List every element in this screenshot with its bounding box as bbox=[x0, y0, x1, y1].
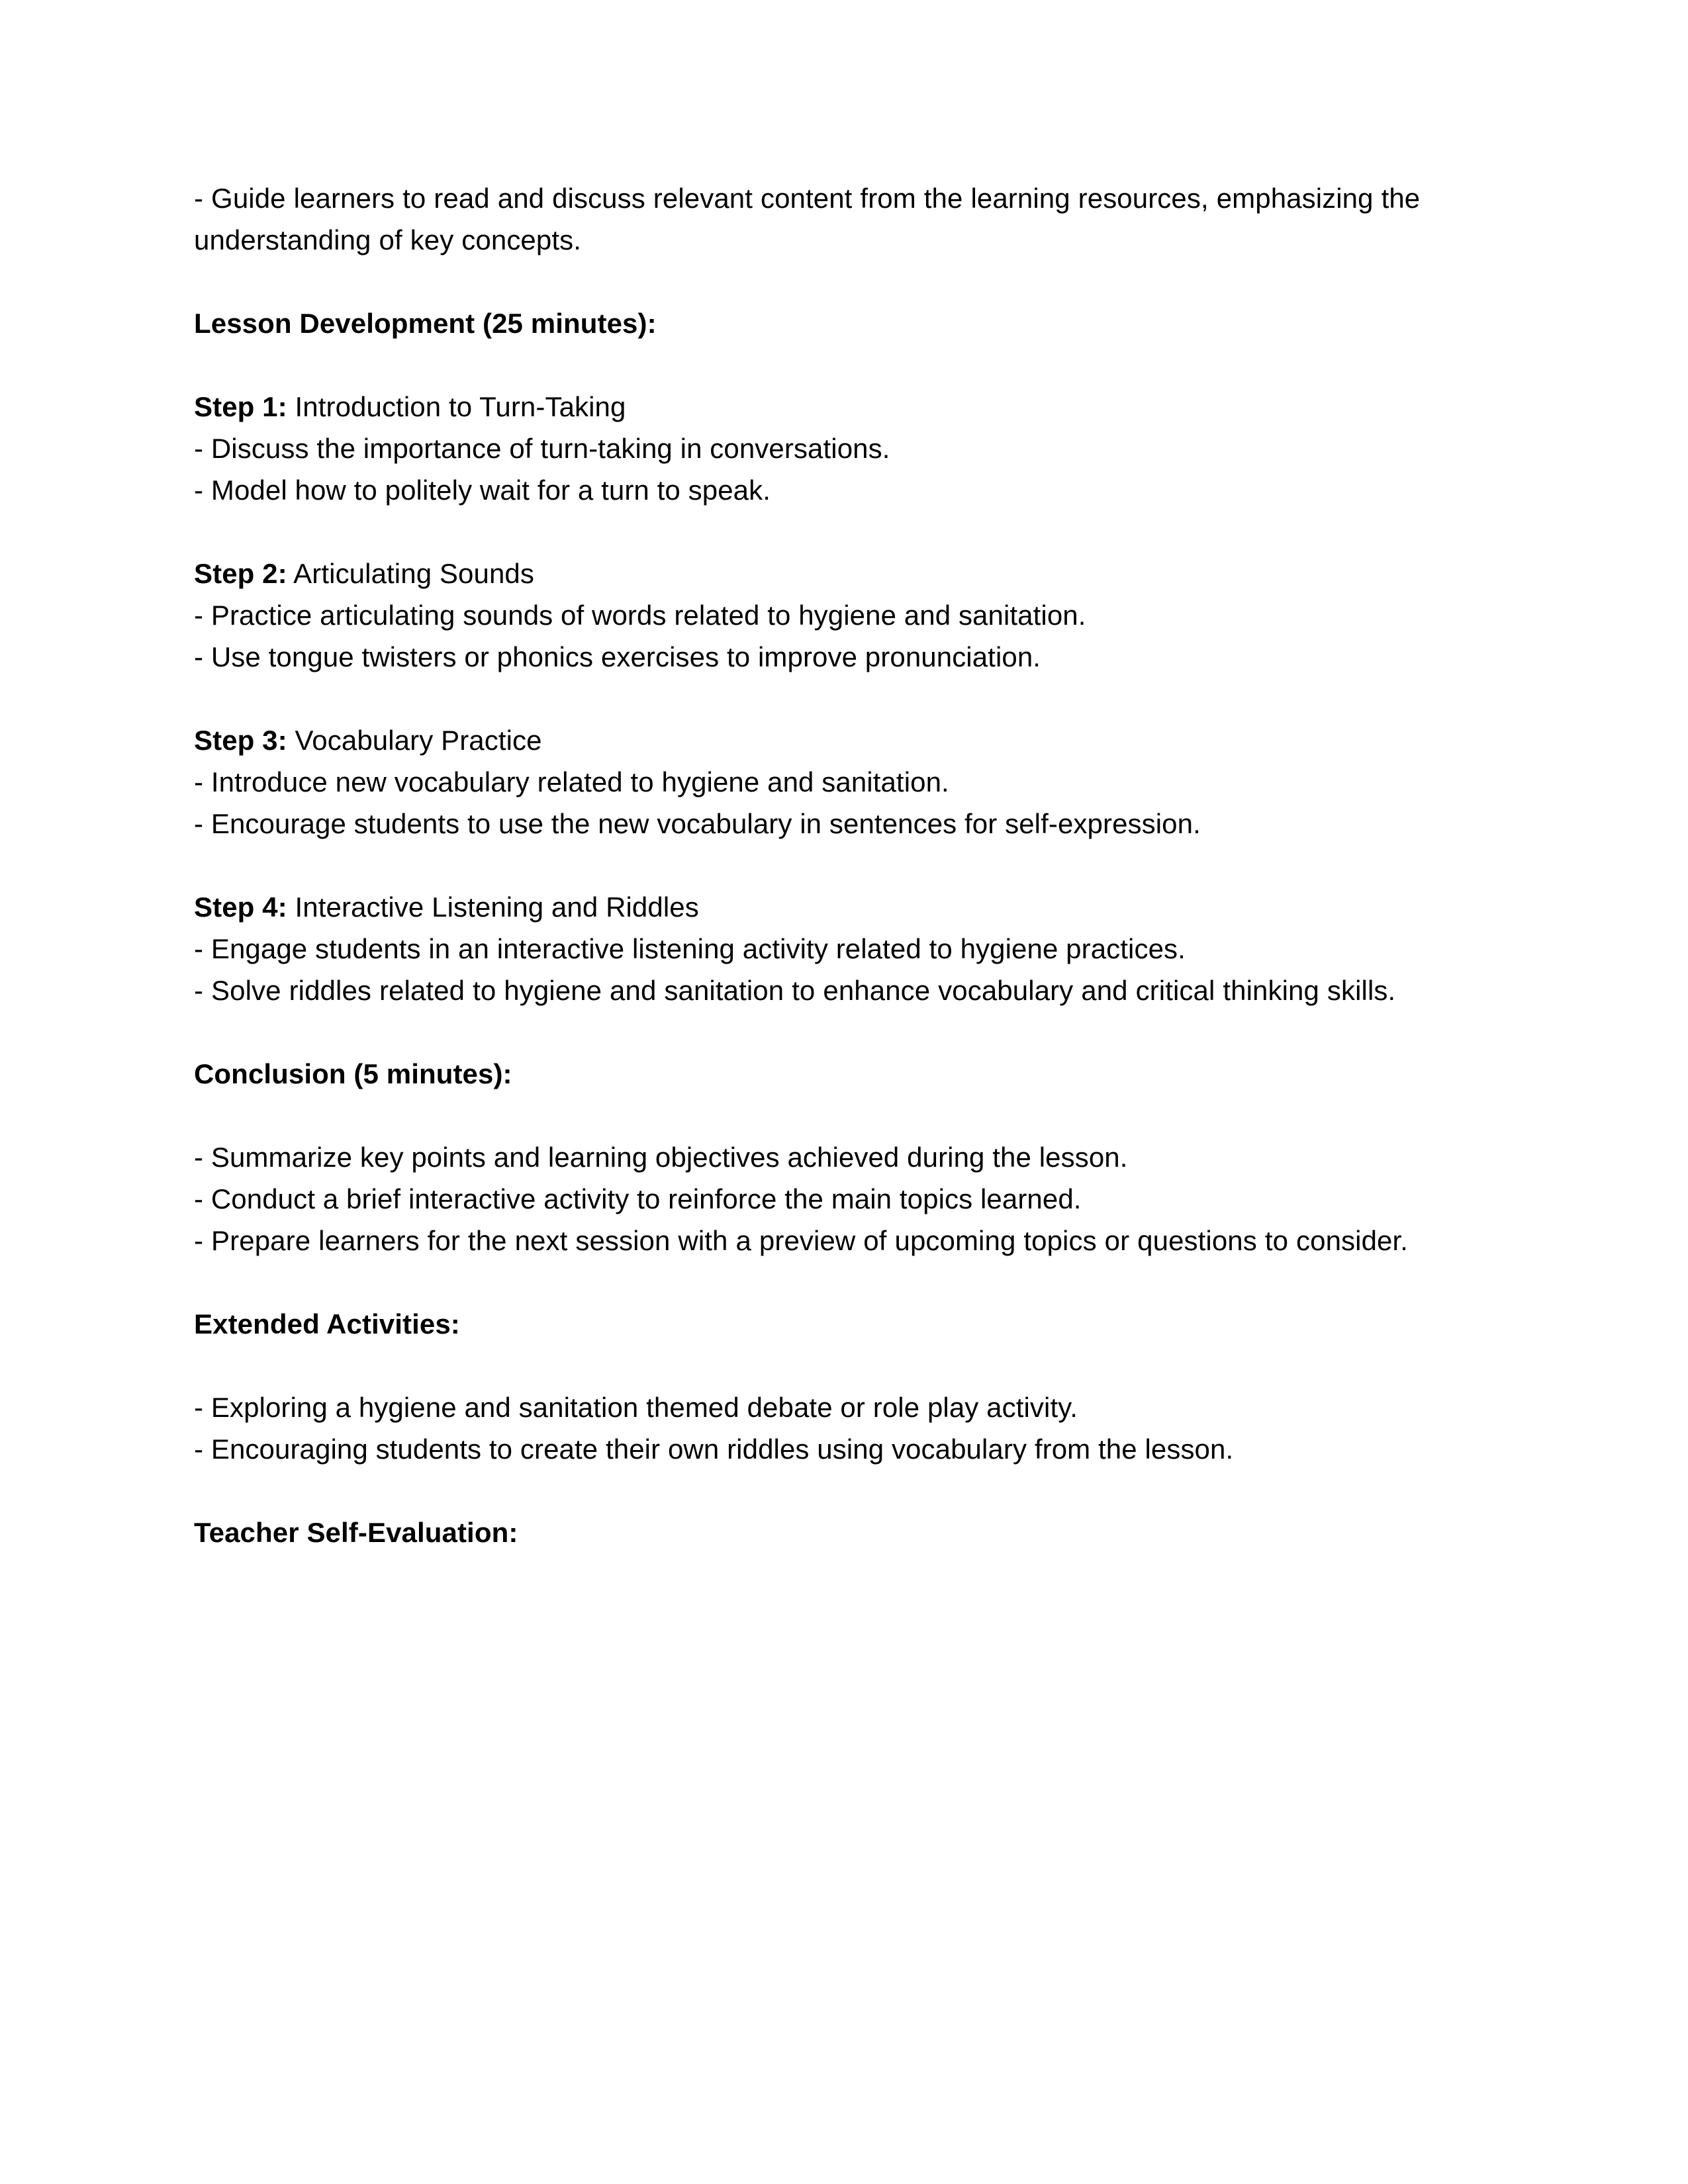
step-3-bullet-2: - Encourage students to use the new vocabulary in sentences for self-expression. bbox=[194, 808, 1201, 839]
step-1-description: Introduction to Turn-Taking bbox=[287, 391, 626, 422]
step-3-description: Vocabulary Practice bbox=[287, 725, 542, 756]
step-1-bullet-2: - Model how to politely wait for a turn to speak. bbox=[194, 475, 771, 506]
spacer bbox=[194, 1261, 1486, 1303]
step-3-bullet-1: - Introduce new vocabulary related to hygiene and sanitation. bbox=[194, 766, 949, 797]
step-1-bullet-1: - Discuss the importance of turn-taking in conversations. bbox=[194, 433, 890, 464]
step-1-label: Step 1: bbox=[194, 391, 287, 422]
conclusion-bullet-3: - Prepare learners for the next session with a preview of upcoming topics or questions to consider. bbox=[194, 1225, 1409, 1256]
spacer bbox=[194, 1345, 1486, 1387]
heading-lesson-development: Lesson Development (25 minutes): bbox=[194, 308, 657, 339]
step-3-title bbox=[194, 719, 1486, 761]
spacer bbox=[194, 678, 1486, 719]
heading-extended-activities: Extended Activities: bbox=[194, 1308, 460, 1340]
spacer bbox=[194, 1095, 1486, 1136]
heading-conclusion: Conclusion (5 minutes): bbox=[194, 1058, 512, 1089]
extended-activities-bullet-2: - Encouraging students to create their own riddles using vocabulary from the lesson. bbox=[194, 1433, 1234, 1465]
spacer bbox=[194, 511, 1486, 553]
step-2-bullet-1: - Practice articulating sounds of words related to hygiene and sanitation. bbox=[194, 600, 1086, 631]
step-4-description: Interactive Listening and Riddles bbox=[287, 891, 699, 923]
document-body bbox=[194, 177, 1486, 1553]
spacer bbox=[194, 1470, 1486, 1512]
paragraph-intro-bullet: - Guide learners to read and discuss relevant content from the learning resources, emphasizing the understanding of key concepts. bbox=[194, 183, 1429, 255]
spacer bbox=[194, 844, 1486, 886]
step-2-bullet-2: - Use tongue twisters or phonics exercises to improve pronunciation. bbox=[194, 641, 1041, 672]
step-4-title bbox=[194, 886, 1486, 928]
spacer bbox=[194, 261, 1486, 302]
conclusion-bullet-1: - Summarize key points and learning objectives achieved during the lesson. bbox=[194, 1142, 1128, 1173]
step-2-description: Articulating Sounds bbox=[287, 558, 534, 589]
step-4-label: Step 4: bbox=[194, 891, 287, 923]
step-2-title bbox=[194, 553, 1486, 594]
conclusion-bullet-2: - Conduct a brief interactive activity to reinforce the main topics learned. bbox=[194, 1183, 1082, 1214]
step-4-bullet-2: - Solve riddles related to hygiene and sanitation to enhance vocabulary and critical thinking skills. bbox=[194, 975, 1396, 1006]
spacer bbox=[194, 344, 1486, 386]
step-1-title bbox=[194, 386, 1486, 428]
extended-activities-bullet-1: - Exploring a hygiene and sanitation themed debate or role play activity. bbox=[194, 1392, 1078, 1423]
heading-teacher-self-evaluation: Teacher Self-Evaluation: bbox=[194, 1517, 518, 1548]
step-2-label: Step 2: bbox=[194, 558, 287, 589]
step-3-label: Step 3: bbox=[194, 725, 287, 756]
step-4-bullet-1: - Engage students in an interactive listening activity related to hygiene practices. bbox=[194, 933, 1186, 964]
spacer bbox=[194, 1011, 1486, 1053]
